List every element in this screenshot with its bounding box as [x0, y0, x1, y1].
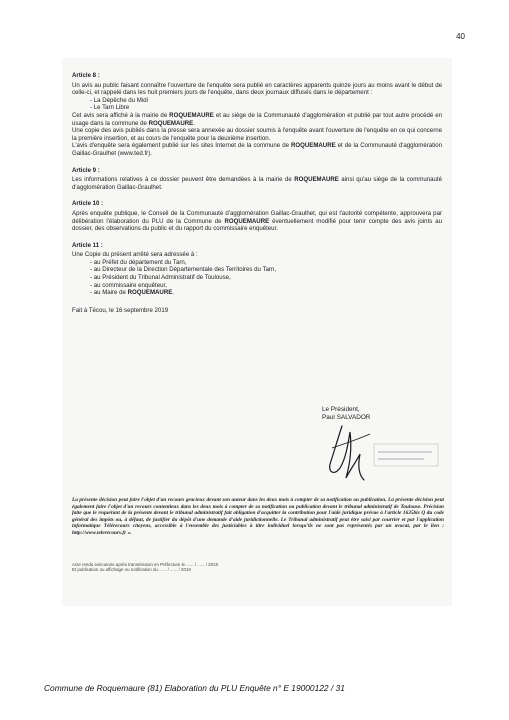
- signatory-role: Le Président,: [322, 406, 360, 413]
- article-8-copy-paragraph: Une copie des avis publiés dans la presse sera annexée au dossier soumis à l'enquête avant l'ouverture de l'enquête en ce qui concerne la première insertion, et au cours de l'enquête pour la deuxième insertion.: [72, 127, 442, 142]
- signed-place: Fait à Técou, le 16 septembre 2019: [72, 306, 169, 314]
- list-item: - au Directeur de la Direction Départementale des Territoires du Tarn,: [90, 266, 442, 274]
- list-item: - Le Tarn Libre: [90, 104, 442, 112]
- article-8-intro: Un avis au public faisant connaître l'ouverture de l'enquête sera publié en caractères apparents quinze jours au moins avant le début de celle-ci, et rappelé dans les huit premiers jours de l'enquête, dans deux journaux diffusés dans le département :: [72, 81, 442, 97]
- article-11-intro: Une Copie du présent arrêté sera adressée à :: [72, 251, 198, 259]
- signatory-name: Paul SALVADOR: [322, 414, 371, 421]
- article-8: [72, 72, 442, 158]
- article-8-title: Article 8 :: [72, 72, 100, 79]
- article-10: [72, 200, 442, 232]
- execution-notes: [72, 562, 218, 573]
- list-item: - au commissaire enquêteur,: [90, 282, 442, 290]
- legal-notice: [72, 497, 444, 537]
- article-8-internet-paragraph: L'avis d'enquête sera également publié sur les sites Internet de la commune de ROQUEMAURE et de la Communauté d'agglomération Gaillac-Graulhet (www.ted.fr).: [72, 142, 442, 157]
- list-item: - au Maire de ROQUEMAURE.: [90, 289, 442, 297]
- execution-note: Et publication ou affichage ou notification du ...... / ...... / 2019: [72, 567, 191, 573]
- list-item: - au Président du Tribunal Administratif de Toulouse,: [90, 274, 442, 282]
- recipient-list: [72, 259, 442, 297]
- article-10-title: Article 10 :: [72, 200, 104, 208]
- newspaper-list: [72, 97, 442, 112]
- document-body: [72, 72, 442, 314]
- article-11-title: Article 11 :: [72, 241, 103, 249]
- article-11: [72, 242, 442, 297]
- article-10-text: Après enquête publique, le Conseil de la Communauté d'agglomération Gaillac-Graulhet, qui est l'autorité compétente, approuvera par délibération l'élaboration du PLU de la Commune de ROQUEMAURE éventuellement modifié pour tenir compte des avis joints au dossier, des observations du public et du rapport du commissaire enquêteur.: [72, 209, 442, 233]
- page-footer: Commune de Roquemaure (81) Elaboration du PLU Enquête n° E 19000122 / 31: [44, 683, 345, 693]
- list-item: - au Préfet du département du Tarn,: [90, 259, 442, 267]
- page-number: 40: [456, 32, 465, 41]
- article-8-display-paragraph: Cet avis sera affiché à la mairie de ROQUEMAURE et au siège de la Communauté d'agglomération et publié par tout autre procédé en usage dans la commune de ROQUEMAURE.: [72, 111, 442, 127]
- list-item: - La Dépêche du Midi: [90, 97, 442, 105]
- execution-note: Acte rendu exécutoire après transmission en Préfecture le ...... / ...... / 2019: [72, 562, 218, 567]
- official-stamp: [372, 440, 442, 470]
- article-9-text: Les informations relatives à ce dossier peuvent être demandées à la mairie de ROQUEMAURE ainsi qu'au siège de la communauté d'agglomération Gaillac-Graulhet.: [72, 176, 442, 191]
- article-9-title: Article 9 :: [72, 166, 100, 174]
- appeal-notice-text: La présente décision peut faire l'objet d'un recours gracieux devant son auteur dans les deux mois à compter de sa notification ou publication. La présente décision peut également faire l'objet d'un recours contentieux dans les deux mois à compter de sa notification ou publication devant le tribunal administratif de Toulouse. Précision faite que le requérant de la présente devant le tribunal administratif fait obligation d'acquitter la contribution pour l'aide juridique prévue à l'article 1635bis Q du code général des impôts ou, à défaut, de justifier du dépôt d'une demande d'aide juridictionnelle. Le Tribunal administratif peut être saisi par courrier et par l'application informatique Télérecours citoyens, accessible à l'ensemble des justiciables à titre individuel lorsqu'ils ne sont pas représentés par un avocat, par le lien : http://www.telerecours.fr ».: [72, 497, 444, 536]
- article-9: [72, 167, 442, 192]
